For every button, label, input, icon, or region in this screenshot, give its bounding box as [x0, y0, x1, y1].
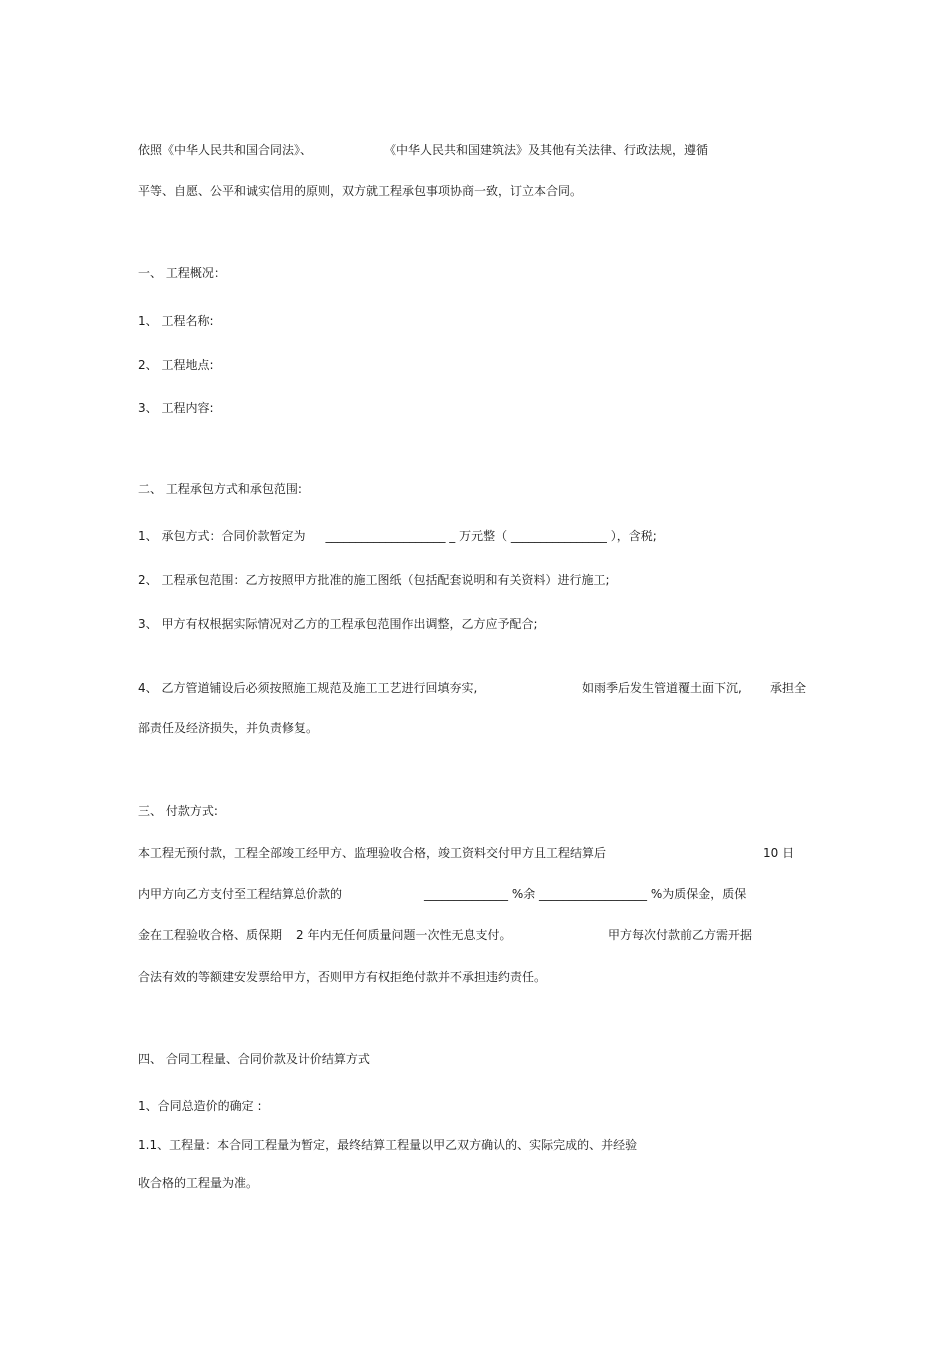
- payment-days: 10 日: [763, 846, 795, 860]
- section-2-item-3: 3、 甲方有权根据实际情况对乙方的工程承包范围作出调整，乙方应予配合;: [138, 617, 538, 631]
- section-2-item-2: 2、 工程承包范围：乙方按照甲方批准的施工图纸（包括配套说明和有关资料）进行施工;: [138, 573, 610, 587]
- section-1-item-3: 3、 工程内容:: [138, 401, 214, 415]
- intro-text: 依照《中华人民共和国合同法》、: [138, 143, 313, 157]
- section-2-heading: 二、 工程承包方式和承包范围:: [138, 482, 302, 496]
- section-2-item-4-text: 4、 乙方管道铺设后必须按照施工规范及施工工艺进行回填夯实,: [138, 681, 478, 695]
- section-2-item-4-continuation: 部责任及经济损失，并负责修复。: [138, 721, 319, 735]
- section-2-item-4: [138, 680, 477, 696]
- intro-line-2: 平等、自愿、公平和诚实信用的原则，双方就工程承包事项协商一致，订立本合同。: [138, 184, 583, 198]
- section-3-para-line-1: 本工程无预付款，工程全部竣工经甲方、监理验收合格，竣工资料交付甲方且工程结算后: [138, 846, 607, 860]
- section-3-para-line-3: 金在工程验收合格、质保期: [138, 928, 283, 942]
- section-3-heading: 三、 付款方式:: [138, 804, 218, 818]
- section-4-heading: 四、 合同工程量、合同价款及计价结算方式: [138, 1052, 370, 1066]
- section-2-item-1-label: 1、 承包方式：合同价款暂定为: [138, 529, 306, 543]
- section-4-item-1-1-continuation: 收合格的工程量为准。: [138, 1176, 259, 1190]
- section-2-item-4-middle: 如雨季后发生管道覆土面下沉,: [582, 681, 742, 695]
- payment-percent-blanks: ______________ %余 __________________ %为质保金，质保: [424, 887, 747, 901]
- warranty-period: 2 年内无任何质量问题一次性无息支付。: [296, 928, 512, 942]
- section-4-item-1: 1、合同总造价的确定 :: [138, 1099, 262, 1113]
- contract-price-blanks: ____________________ _ 万元整（ ________________ ），含税;: [325, 529, 657, 543]
- section-4-item-1-1: 1.1、工程量：本合同工程量为暂定，最终结算工程量以甲乙双方确认的、实际完成的、并经验: [138, 1138, 638, 1152]
- section-2-item-1: [138, 528, 657, 544]
- section-2-item-4-end: 承担全: [770, 681, 807, 695]
- intro-text: 《中华人民共和国建筑法》及其他有关法律、行政法规，遵循: [384, 143, 709, 157]
- section-1-item-2: 2、 工程地点:: [138, 358, 214, 372]
- section-3-para-line-2: 内甲方向乙方支付至工程结算总价款的: [138, 887, 343, 901]
- section-1-heading: 一、 工程概况：: [138, 266, 226, 280]
- section-1-item-1: 1、 工程名称:: [138, 314, 214, 328]
- section-3-para-line-3-end: 甲方每次付款前乙方需开据: [608, 928, 753, 942]
- intro-line-1: [138, 142, 708, 158]
- section-3-para-line-4: 合法有效的等额建安发票给甲方，否则甲方有权拒绝付款并不承担违约责任。: [138, 970, 547, 984]
